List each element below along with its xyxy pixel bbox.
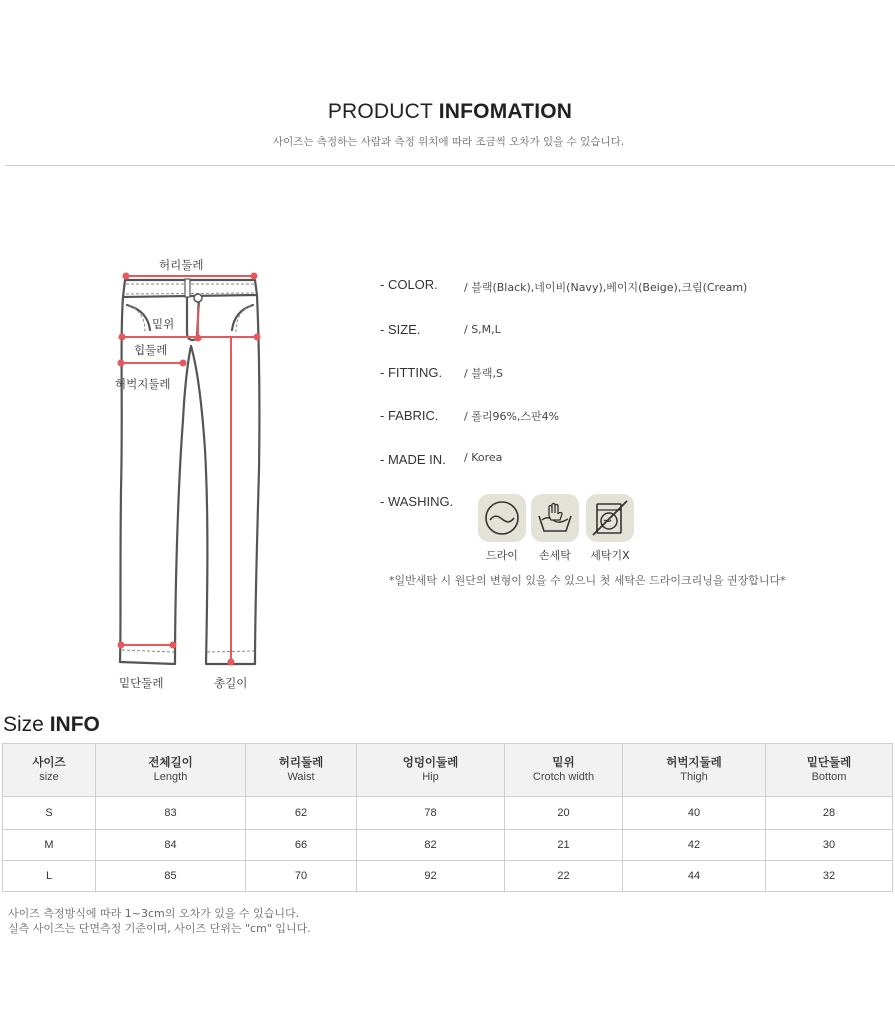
- pants-illustration: [105, 250, 275, 695]
- table-cell: L: [3, 861, 96, 892]
- table-row: [3, 830, 893, 861]
- note-line: 실측 사이즈는 단면측정 기준이며, 사이즈 단위는 "cm" 입니다.: [8, 922, 311, 935]
- table-cell: 30: [766, 830, 893, 861]
- table-row: [3, 861, 893, 892]
- table-cell: 28: [766, 797, 893, 830]
- page-title: [0, 100, 895, 124]
- size-value: / S,M,L: [464, 323, 501, 336]
- col-header-hip: 엉덩이둘레 Hip: [357, 744, 505, 797]
- no-machine-wash-caption: 세탁기X: [590, 549, 630, 562]
- size-label: - SIZE.: [380, 322, 421, 337]
- header-divider: [5, 165, 895, 166]
- thigh-label: 허벅지둘레: [115, 377, 171, 391]
- fabric-label: - FABRIC.: [380, 408, 439, 423]
- hand-wash-caption: 손세탁: [539, 549, 571, 562]
- table-cell: M: [3, 830, 96, 861]
- hip-label: 힙둘레: [134, 343, 168, 357]
- color-label: - COLOR.: [380, 277, 438, 292]
- page-subtitle: 사이즈는 측정하는 사람과 측정 위치에 따라 조금씩 오차가 있을 수 있습니다.: [272, 136, 625, 148]
- size-title-light: Size: [3, 713, 44, 736]
- hem-label: 밑단둘레: [119, 676, 164, 690]
- wash-item-no-machine: [585, 494, 635, 563]
- table-cell: 82: [357, 830, 505, 861]
- table-row: [3, 797, 893, 830]
- table-cell: 92: [357, 861, 505, 892]
- table-cell: 78: [357, 797, 505, 830]
- title-light: PRODUCT: [327, 100, 433, 123]
- note-line: 사이즈 측정방식에 따라 1~3cm의 오차가 있을 수 있습니다.: [8, 907, 300, 920]
- table-cell: 83: [96, 797, 246, 830]
- size-table: [2, 743, 893, 892]
- col-header-crotch: 밑위 Crotch width: [505, 744, 623, 797]
- table-cell: S: [3, 797, 96, 830]
- size-info-title: [3, 713, 100, 737]
- table-cell: 44: [623, 861, 766, 892]
- table-cell: 32: [766, 861, 893, 892]
- table-cell: 40: [623, 797, 766, 830]
- pants-diagram: [105, 250, 275, 695]
- title-bold: INFOMATION: [438, 100, 573, 123]
- button-icon: [194, 294, 202, 302]
- fabric-value: / 폴리96%,스판4%: [464, 410, 560, 423]
- col-header-size: 사이즈 size: [3, 744, 96, 797]
- wash-item-hand: [530, 494, 580, 563]
- table-cell: 66: [246, 830, 357, 861]
- no-machine-wash-icon: [586, 494, 634, 542]
- table-cell: 84: [96, 830, 246, 861]
- length-label: 총길이: [214, 676, 248, 690]
- size-notes: [8, 906, 311, 936]
- table-cell: 21: [505, 830, 623, 861]
- col-header-bottom: 밑단둘레 Bottom: [766, 744, 893, 797]
- rise-label: 밑위: [152, 317, 175, 331]
- fitting-value: / 블랙,S: [464, 367, 503, 380]
- fitting-label: - FITTING.: [380, 365, 443, 380]
- color-value: / 블랙(Black),네이비(Navy),베이지(Beige),크림(Cream): [464, 281, 748, 294]
- table-cell: 62: [246, 797, 357, 830]
- size-title-bold: INFO: [49, 713, 100, 736]
- waist-label: 허리둘레: [159, 258, 204, 272]
- col-header-waist: 허리둘레 Waist: [246, 744, 357, 797]
- made-in-label: - MADE IN.: [380, 452, 446, 467]
- table-cell: 42: [623, 830, 766, 861]
- table-cell: 85: [96, 861, 246, 892]
- made-in-value: / Korea: [464, 451, 503, 464]
- wash-item-dry: [477, 494, 527, 563]
- table-cell: 70: [246, 861, 357, 892]
- table-cell: 20: [505, 797, 623, 830]
- care-note: *일반세탁 시 원단의 변형이 있을 수 있으니 첫 세탁은 드라이크리닝을 권장합니다*: [389, 574, 786, 587]
- table-cell: 22: [505, 861, 623, 892]
- col-header-thigh: 허벅지둘레 Thigh: [623, 744, 766, 797]
- table-header-row: [3, 744, 893, 797]
- hand-wash-icon: [531, 494, 579, 542]
- dry-clean-caption: 드라이: [486, 549, 518, 562]
- col-header-length: 전체길이 Length: [96, 744, 246, 797]
- dry-clean-icon: [478, 494, 526, 542]
- washing-label: - WASHING.: [380, 494, 454, 509]
